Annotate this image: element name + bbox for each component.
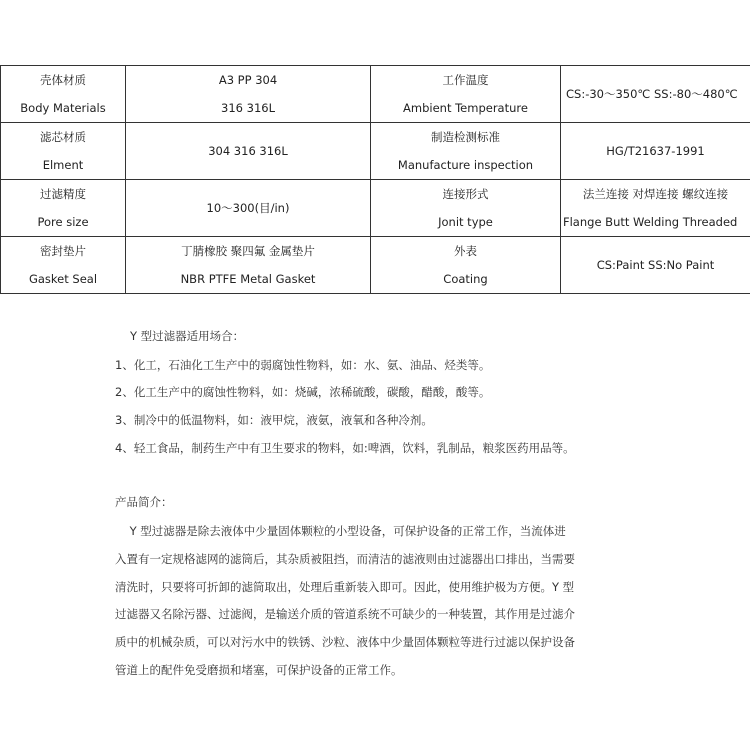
- table-cell-text: 法兰连接 对焊连接 螺纹连接: [582, 187, 729, 201]
- body-material-label-cell: [1, 66, 126, 123]
- table-cell-text: A3 PP 304: [218, 73, 278, 87]
- table-cell-text: 10～300(目/in): [206, 201, 290, 215]
- element-label-cell: [1, 123, 126, 180]
- table-cell-text: Flange Butt Welding Threaded: [563, 215, 738, 229]
- list-item: 4、轻工食品，制药生产中有卫生要求的物料，如:啤酒，饮料，乳制品，粮浆医药用品等。: [115, 441, 575, 455]
- table-row: [1, 123, 750, 180]
- inspection-value-cell: [561, 123, 750, 180]
- table-cell-text: HG/T21637-1991: [606, 144, 705, 158]
- temperature-label-cell: [371, 66, 561, 123]
- table-cell-text: Gasket Seal: [28, 272, 98, 286]
- list-item: 1、化工，石油化工生产中的弱腐蚀性物料，如：水、氨、油品、烃类等。: [115, 358, 491, 372]
- table-cell-text: NBR PTFE Metal Gasket: [180, 272, 316, 286]
- intro-heading: 产品简介：: [115, 495, 173, 509]
- table-cell-text: 连接形式: [442, 187, 489, 201]
- body-material-value-cell: [126, 66, 371, 123]
- table-cell-text: 丁腈橡胶 聚四氟 金属垫片: [181, 244, 315, 258]
- coating-label-cell: [371, 237, 561, 294]
- table-cell-text: 制造检测标准: [431, 130, 500, 144]
- joint-type-value-cell: [561, 180, 750, 237]
- table-cell-text: 316 316L: [221, 101, 275, 115]
- table-cell-text: Elment: [42, 158, 84, 172]
- paragraph-line: 清洗时，只要将可折卸的滤筒取出，处理后重新装入即可。因此，使用维护极为方便。Y 型: [115, 580, 575, 594]
- table-cell-text: 滤芯材质: [40, 130, 86, 144]
- gasket-value-cell: [126, 237, 371, 294]
- pore-size-label-cell: [1, 180, 126, 237]
- element-value-cell: [126, 123, 371, 180]
- table-cell-text: CS:Paint SS:No Paint: [596, 258, 715, 272]
- table-cell-text: Manufacture inspection: [397, 158, 534, 172]
- applications-heading: Y 型过滤器适用场合：: [130, 329, 245, 343]
- list-item: 2、化工生产中的腐蚀性物料，如：烧碱，浓稀硫酸，碳酸，醋酸，酸等。: [115, 385, 491, 399]
- table-cell-text: 壳体材质: [40, 73, 86, 87]
- paragraph-line: Y 型过滤器是除去液体中少量固体颗粒的小型设备，可保护设备的正常工作，当流体进: [115, 524, 566, 538]
- temperature-value-cell: [561, 66, 750, 123]
- paragraph-line: 管道上的配件免受磨损和堵塞，可保护设备的正常工作。: [115, 663, 403, 677]
- table-cell-text: 工作温度: [442, 73, 489, 87]
- table-cell-text: Ambient Temperature: [403, 101, 528, 115]
- table-row: [1, 180, 750, 237]
- table-row: [1, 66, 750, 123]
- spec-table: [0, 65, 750, 294]
- table-cell-text: 304 316 316L: [208, 144, 288, 158]
- inspection-label-cell: [371, 123, 561, 180]
- table-cell-text: Coating: [443, 272, 488, 286]
- table-cell-text: 密封垫片: [40, 244, 86, 258]
- joint-type-label-cell: [371, 180, 561, 237]
- paragraph-line: 入置有一定规格滤网的滤筒后，其杂质被阻挡，而清洁的滤液则由过滤器出口排出，当需要: [115, 552, 575, 566]
- pore-size-value-cell: [126, 180, 371, 237]
- paragraph-line: 过滤器又名除污器、过滤阀，是输送介质的管道系统不可缺少的一种装置，其作用是过滤介: [115, 607, 575, 621]
- paragraph-line: 质中的机械杂质，可以对污水中的铁锈、沙粒、液体中少量固体颗粒等进行过滤以保护设备: [115, 635, 575, 649]
- table-cell-text: Body Materials: [20, 101, 106, 115]
- table-cell-text: Pore size: [37, 215, 89, 229]
- coating-value-cell: [561, 237, 750, 294]
- table-cell-text: CS:-30～350℃ SS:-80～480℃: [566, 87, 738, 101]
- list-item: 3、制冷中的低温物料，如：液甲烷，液氨，液氧和各种冷剂。: [115, 413, 433, 427]
- gasket-label-cell: [1, 237, 126, 294]
- table-cell-text: 过滤精度: [40, 187, 86, 201]
- table-cell-text: 外表: [454, 244, 477, 258]
- table-cell-text: Jonit type: [438, 215, 493, 229]
- table-row: [1, 237, 750, 294]
